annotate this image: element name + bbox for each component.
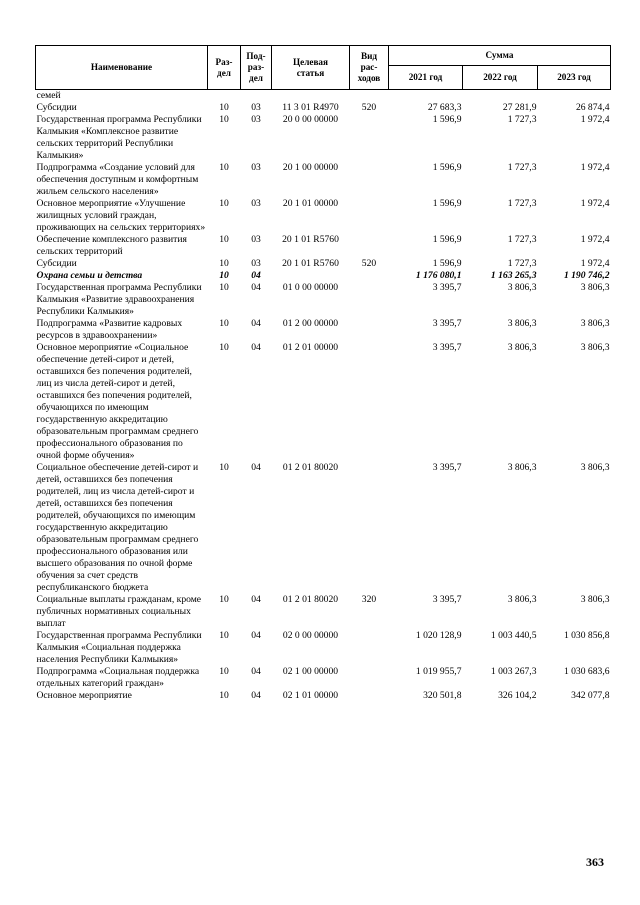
cell-target: 20 1 01 R5760: [282, 234, 339, 245]
cell-razdel: 10: [219, 630, 229, 641]
header-expense: Вид рас- ходов: [350, 46, 389, 90]
table-row: [36, 282, 611, 318]
cell-2022: [463, 90, 538, 103]
cell-razdel: 10: [219, 162, 229, 173]
cell-2021: 1 019 955,7: [415, 666, 462, 677]
cell-expense: 520: [361, 258, 377, 269]
header-podrazdel: Под- раз- дел: [241, 46, 272, 90]
cell-podrazdel: 03: [251, 162, 261, 173]
table-row: [36, 90, 611, 103]
cell-2022: 3 806,3: [507, 282, 537, 293]
page-number: 363: [586, 855, 604, 869]
cell-razdel: 10: [219, 270, 229, 281]
cell-podrazdel: 03: [251, 234, 261, 245]
cell-name: Охрана семьи и детства: [36, 270, 143, 281]
cell-podrazdel: 03: [251, 114, 261, 125]
cell-razdel: 10: [219, 102, 229, 113]
cell-2023: 3 806,3: [580, 594, 610, 605]
header-year-2021: 2021 год: [389, 66, 463, 90]
cell-2022: 326 104,2: [498, 690, 537, 701]
table-row: [36, 666, 611, 690]
cell-target: 01 2 01 80020: [282, 594, 339, 605]
cell-2021: [389, 90, 463, 103]
header-razdel: Раз- дел: [208, 46, 241, 90]
cell-2023: 3 806,3: [580, 282, 610, 293]
cell-2023: 3 806,3: [580, 342, 610, 353]
cell-podrazdel: 04: [251, 270, 261, 281]
cell-razdel: 10: [219, 198, 229, 209]
cell-expense: [350, 114, 389, 162]
cell-2023: 1 972,4: [580, 258, 610, 269]
cell-podrazdel: 04: [251, 630, 261, 641]
cell-2022: 1 727,3: [507, 114, 537, 125]
cell-target: 02 1 00 00000: [282, 666, 339, 677]
cell-razdel: 10: [219, 666, 229, 677]
cell-target: 01 2 01 80020: [282, 462, 339, 473]
cell-name: Государственная программа Республики Калмыкия «Развитие здравоохранения Республики Калмыкия»: [36, 282, 202, 317]
cell-name: Основное мероприятие: [36, 690, 132, 701]
cell-target: 01 0 00 00000: [282, 282, 339, 293]
cell-razdel: 10: [219, 318, 229, 329]
cell-2022: 1 003 440,5: [490, 630, 537, 641]
table-row: [36, 690, 611, 702]
cell-target: [272, 270, 350, 282]
table-row: [36, 162, 611, 198]
cell-name: Государственная программа Республики Калмыкия «Комплексное развитие сельских территорий Республики Калмыкия»: [36, 114, 202, 161]
cell-name: Субсидии: [36, 258, 77, 269]
cell-2023: 1 972,4: [580, 162, 610, 173]
cell-expense: [350, 234, 389, 258]
cell-name: семей: [36, 90, 61, 101]
cell-name: Государственная программа Республики Калмыкия «Социальная поддержка населения Республики Калмыкия»: [36, 630, 202, 665]
budget-table: [35, 45, 611, 702]
cell-target: 20 1 00 00000: [282, 162, 339, 173]
cell-target: 02 0 00 00000: [282, 630, 339, 641]
header-target: Целевая статья: [272, 46, 350, 90]
cell-2023: 3 806,3: [580, 462, 610, 473]
cell-razdel: 10: [219, 690, 229, 701]
table-row: [36, 234, 611, 258]
cell-2023: 1 972,4: [580, 114, 610, 125]
cell-2021: 1 176 080,1: [415, 270, 462, 281]
cell-podrazdel: [241, 90, 272, 103]
cell-2021: 3 395,7: [432, 594, 462, 605]
cell-2022: 3 806,3: [507, 342, 537, 353]
cell-razdel: 10: [219, 282, 229, 293]
cell-2023: 342 077,8: [571, 690, 610, 701]
cell-2022: 3 806,3: [507, 318, 537, 329]
cell-2023: 3 806,3: [580, 318, 610, 329]
cell-name: Подпрограмма «Создание условий для обеспечения доступным и комфортным жильем сельского населения»: [36, 162, 199, 197]
cell-2022: 1 727,3: [507, 258, 537, 269]
cell-target: 20 0 00 00000: [282, 114, 339, 125]
table-row: [36, 342, 611, 462]
table-row: [36, 198, 611, 234]
cell-2022: 3 806,3: [507, 462, 537, 473]
cell-expense: [350, 666, 389, 690]
cell-podrazdel: 03: [251, 258, 261, 269]
cell-razdel: 10: [219, 258, 229, 269]
cell-razdel: [208, 90, 241, 103]
cell-expense: 520: [361, 102, 377, 113]
table-row: [36, 114, 611, 162]
cell-2023: 1 030 683,6: [563, 666, 610, 677]
table-row: [36, 258, 611, 270]
cell-name: Подпрограмма «Развитие кадровых ресурсов в здравоохранении»: [36, 318, 183, 341]
cell-expense: [350, 282, 389, 318]
table-row: [36, 630, 611, 666]
cell-expense: [350, 318, 389, 342]
cell-razdel: 10: [219, 462, 229, 473]
cell-podrazdel: 04: [251, 666, 261, 677]
cell-2021: 3 395,7: [432, 318, 462, 329]
table-row: [36, 462, 611, 594]
cell-expense: [350, 462, 389, 594]
table-row: [36, 594, 611, 630]
cell-podrazdel: 04: [251, 594, 261, 605]
cell-2023: [538, 90, 611, 103]
cell-name: Обеспечение комплексного развития сельских территорий: [36, 234, 187, 257]
cell-2022: 1 727,3: [507, 198, 537, 209]
cell-2023: 1 190 746,2: [563, 270, 610, 281]
header-name: Наименование: [36, 46, 208, 90]
table-row: [36, 318, 611, 342]
cell-podrazdel: 04: [251, 318, 261, 329]
table-row: [36, 102, 611, 114]
cell-name: Основное мероприятие «Социальное обеспечение детей-сирот и детей, оставшихся без попечения родителей, лиц из числа детей-сирот и детей, оставшихся без попечения родителей, обучающихся по имеющим государственную аккредитацию образовательным программам среднего профессионального образования по очной форме обучения»: [36, 342, 199, 461]
cell-2021: 3 395,7: [432, 462, 462, 473]
cell-name: Субсидии: [36, 102, 77, 113]
cell-2021: 1 020 128,9: [415, 630, 462, 641]
cell-expense: [350, 690, 389, 702]
cell-name: Социальные выплаты гражданам, кроме публичных нормативных социальных выплат: [36, 594, 202, 629]
cell-2022: 27 281,9: [502, 102, 537, 113]
cell-2021: 1 596,9: [432, 114, 462, 125]
cell-expense: [350, 162, 389, 198]
cell-expense: [350, 342, 389, 462]
cell-expense: [350, 630, 389, 666]
cell-podrazdel: 03: [251, 102, 261, 113]
cell-target: 02 1 01 00000: [282, 690, 339, 701]
cell-target: 01 2 01 00000: [282, 342, 339, 353]
cell-target: 11 3 01 R4970: [282, 102, 339, 113]
cell-2022: 1 003 267,3: [490, 666, 537, 677]
cell-razdel: 10: [219, 234, 229, 245]
cell-2023: 1 972,4: [580, 234, 610, 245]
cell-podrazdel: 04: [251, 282, 261, 293]
cell-2021: 1 596,9: [432, 234, 462, 245]
cell-razdel: 10: [219, 342, 229, 353]
budget-table-page: [35, 45, 610, 702]
cell-razdel: 10: [219, 114, 229, 125]
cell-2022: 3 806,3: [507, 594, 537, 605]
cell-target: 20 1 01 00000: [282, 198, 339, 209]
cell-expense: [350, 90, 389, 103]
cell-2023: 26 874,4: [575, 102, 610, 113]
cell-expense: 320: [361, 594, 377, 605]
cell-2021: 27 683,3: [427, 102, 462, 113]
cell-2021: 320 501,8: [423, 690, 462, 701]
cell-podrazdel: 04: [251, 462, 261, 473]
cell-target: 20 1 01 R5760: [282, 258, 339, 269]
cell-name: Подпрограмма «Социальная поддержка отдельных категорий граждан»: [36, 666, 200, 689]
cell-expense: [350, 198, 389, 234]
cell-razdel: 10: [219, 594, 229, 605]
cell-podrazdel: 04: [251, 342, 261, 353]
cell-target: [272, 90, 350, 103]
cell-podrazdel: 03: [251, 198, 261, 209]
table-row: [36, 270, 611, 282]
cell-2021: 3 395,7: [432, 282, 462, 293]
cell-2021: 1 596,9: [432, 162, 462, 173]
cell-2021: 3 395,7: [432, 342, 462, 353]
cell-2021: 1 596,9: [432, 258, 462, 269]
cell-2022: 1 727,3: [507, 162, 537, 173]
cell-name: Основное мероприятие «Улучшение жилищных условий граждан, проживающих на сельских территориях»: [36, 198, 206, 233]
cell-2023: 1 030 856,8: [563, 630, 610, 641]
cell-podrazdel: 04: [251, 690, 261, 701]
cell-2022: 1 727,3: [507, 234, 537, 245]
header-year-2022: 2022 год: [463, 66, 538, 90]
cell-2022: 1 163 265,3: [490, 270, 537, 281]
cell-name: Социальное обеспечение детей-сирот и детей, оставшихся без попечения родителей, лиц из числа детей-сирот и детей, оставшихся без попечения родителей, обучающихся по имеющим государственную аккредитацию образовательным программам среднего профессионального образования или высшего образования по очной форме обучения за счет средств республиканского бюджета: [36, 462, 199, 593]
cell-target: 01 2 00 00000: [282, 318, 339, 329]
table-body: [36, 90, 611, 703]
cell-2023: 1 972,4: [580, 198, 610, 209]
header-year-2023: 2023 год: [538, 66, 611, 90]
cell-expense: [350, 270, 389, 282]
cell-2021: 1 596,9: [432, 198, 462, 209]
header-sum: Сумма: [389, 46, 611, 66]
